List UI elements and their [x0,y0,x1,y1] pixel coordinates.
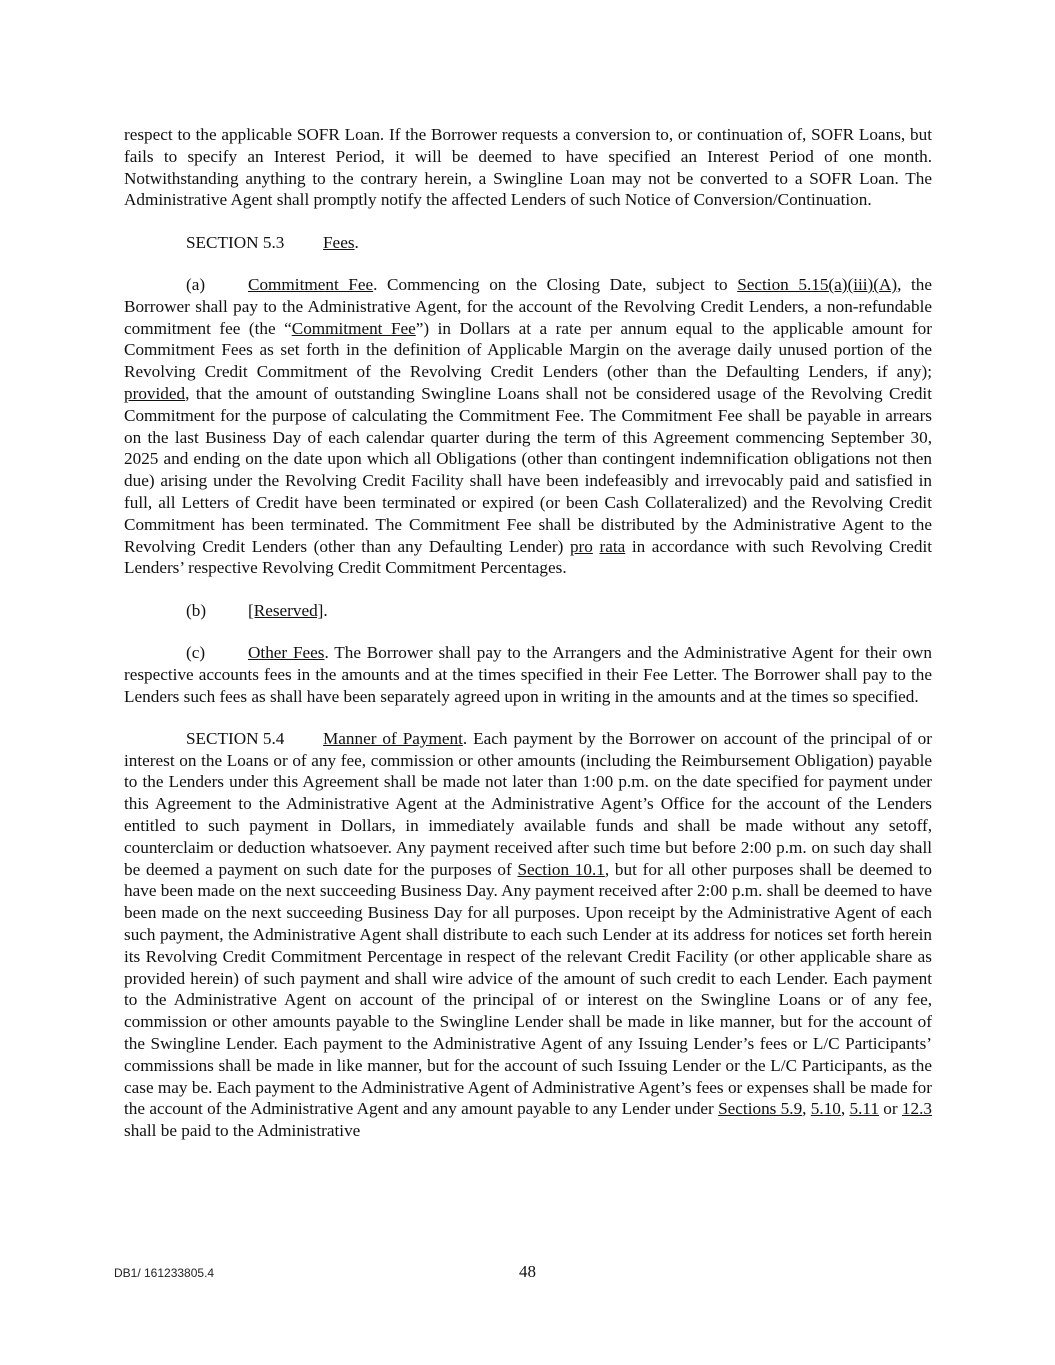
section-number: SECTION 5.3 [186,232,285,252]
clause-title: Commitment Fee [248,274,374,294]
clause-number: (a) [186,274,206,294]
section-title: Manner of Payment [323,728,463,748]
clause-number: (b) [186,600,207,620]
clause-a-commitment-fee: (a) Commitment Fee. Commencing on the Closing Date, subject to Section 5.15(a)(iii)(A), the Borrower shall pay to the Administrative Agent, for the account of the Revolving Credit Lenders, a non-refundable commitment fee (the “Commitment Fee”) in Dollars at a rate per annum equal to the applicable amount for Commitment Fees as set forth in the definition of Applicable Margin on the average daily unused portion of the Revolving Credit Commitment of the Revolving Credit Lenders (other than the Defaulting Lenders, if any); provided, that the amount of outstanding Swingline Loans shall not be considered usage of the Revolving Credit Commitment for the purpose of calculating the Commitment Fee. The Commitment Fee shall be payable in arrears on the last Business Day of each calendar quarter during the term of this Agreement commencing September 30, 2025 and ending on the date upon which all Obligations (other than contingent indemnification obligations not then due) arising under the Revolving Credit Facility shall have been indefeasibly and irrevocably paid and satisfied in full, all Letters of Credit have been terminated or expired (or been Cash Collateralized) and the Revolving Credit Commitment has been terminated. The Commitment Fee shall be distributed by the Administrative Agent to the Revolving Credit Lenders (other than any Defaulting Lender) pro rata in accordance with such Revolving Credit Lenders’ respective Revolving Credit Commitment Percentages. [124,274,933,578]
cross-reference: Sections 5.9 [718,1099,803,1119]
clause-number: (c) [186,642,206,662]
section-title: Fees [323,232,355,252]
cross-reference: Section 5.15(a)(iii)(A) [737,274,898,294]
page-number: 48 [519,1262,536,1281]
clause-b-reserved: (b) [Reserved]. [186,600,328,620]
defined-term: Commitment Fee [291,318,416,338]
rata-term: rata [599,536,626,556]
paragraph-continuation: respect to the applicable SOFR Loan. If the Borrower requests a conversion to, or continuation of, SOFR Loans, but fails to specify an Interest Period, it will be deemed to have specified an Interest Period of one month. Notwithstanding anything to the contrary herein, a Swingline Loan may not be converted to a SOFR Loan. The Administrative Agent shall promptly notify the affected Lenders of such Notice of Conversion/Continuation. [124,125,932,210]
cross-reference: Section 10.1 [517,859,605,879]
clause-title: Other Fees [248,642,325,662]
pro-term: pro [569,536,593,556]
document-body [124,124,932,1162]
section-number: SECTION 5.4 [186,728,285,748]
cross-reference: 12.3 [901,1099,932,1119]
footer-document-id: DB1/ 161233805.4 [114,1266,215,1280]
clause-title: [Reserved] [248,600,324,620]
provided-term: provided [124,383,186,403]
cross-reference: 5.10 [810,1099,841,1119]
cross-reference: 5.11 [849,1099,879,1119]
clause-c-other-fees: (c) Other Fees. The Borrower shall pay to the Arrangers and the Administrative Agent for their own respective accounts fees in the amounts and at the times specified in their Fee Letter. The Borrower shall pay to the Lenders such fees as shall have been separately agreed upon in writing in the amounts and at the times so specified. [124,642,932,706]
section-5-4-manner-of-payment: SECTION 5.4 Manner of Payment. Each payment by the Borrower on account of the principal of or interest on the Loans or of any fee, commission or other amounts (including the Reimbursement Obligation) payable to the Lenders under this Agreement shall be made not later than 1:00 p.m. on the date specified for payment under this Agreement to the Administrative Agent at the Administrative Agent’s Office for the account of the Lenders entitled to such payment in Dollars, in immediately available funds and shall be made without any setoff, counterclaim or deduction whatsoever. Any payment received after such time but before 2:00 p.m. on such day shall be deemed a payment on such date for the purposes of Section 10.1, but for all other purposes shall be deemed to have been made on the next succeeding Business Day. Any payment received after 2:00 p.m. shall be deemed to have been made on the next succeeding Business Day for all purposes. Upon receipt by the Administrative Agent of each such payment, the Administrative Agent shall distribute to each such Lender at its address for notices set forth herein its Revolving Credit Commitment Percentage in respect of the relevant Credit Facility (or other applicable share as provided herein) of such payment and shall wire advice of the amount of such credit to each Lender. Each payment to the Administrative Agent on account of the principal of or interest on the Swingline Loans or of any fee, commission or other amounts payable to the Swingline Lender shall be made in like manner, but for the account of the Swingline Lender. Each payment to the Administrative Agent of any Issuing Lender’s fees or L/C Participants’ commissions shall be made in like manner, but for the account of such Issuing Lender or the L/C Participants, as the case may be. Each payment to the Administrative Agent of Administrative Agent’s fees or expenses shall be made for the account of the Administrative Agent and any amount payable to any Lender under Sections 5.9, 5.10, 5.11 or 12.3 shall be paid to the Administrative [124,728,933,1141]
section-5-3-heading: SECTION 5.3 Fees. [186,232,359,252]
